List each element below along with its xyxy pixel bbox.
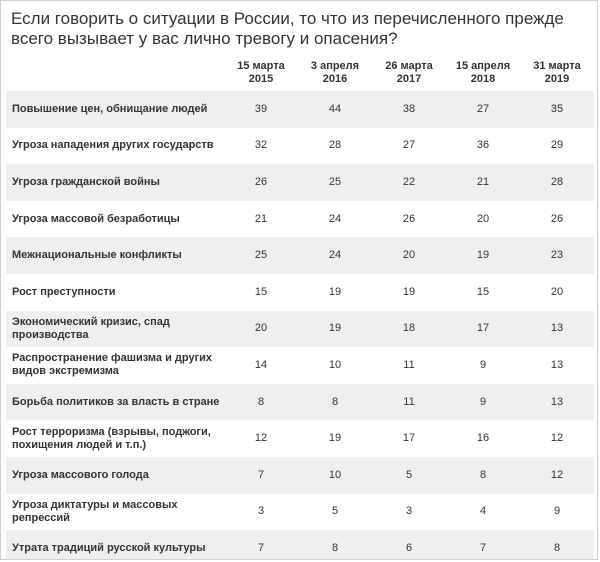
column-header-2015 [224, 55, 298, 91]
row-value: 6 [405, 541, 413, 554]
table-row [6, 91, 594, 128]
row-label: Угроза диктатуры и массовых репрессий [12, 498, 178, 524]
row-value: 19 [328, 285, 342, 298]
row-value: 16 [476, 432, 490, 445]
column-header-2016 [298, 55, 372, 91]
table-row [6, 128, 594, 165]
row-value: 13 [550, 322, 564, 335]
row-label: Рост терроризма (взрывы, поджоги, похищения людей и т.п.) [12, 425, 211, 451]
row-value: 9 [479, 358, 487, 371]
table-body [6, 91, 594, 560]
row-value: 28 [328, 139, 342, 152]
column-year: 2019 [544, 73, 570, 85]
table-row [6, 274, 594, 311]
row-label: Экономический кризис, спад производства [12, 315, 170, 341]
row-label: Рост преступности [12, 285, 116, 298]
row-value: 35 [550, 102, 564, 115]
column-date: 15 апреля [455, 60, 511, 72]
row-value: 26 [550, 212, 564, 225]
row-value: 18 [402, 322, 416, 335]
row-value: 25 [328, 175, 342, 188]
table-row [6, 311, 594, 348]
row-value: 12 [254, 432, 268, 445]
row-value: 27 [402, 139, 416, 152]
row-value: 23 [550, 249, 564, 262]
row-value: 27 [476, 102, 490, 115]
row-value: 21 [476, 175, 490, 188]
row-value: 17 [476, 322, 490, 335]
table-row [6, 384, 594, 421]
row-value: 17 [402, 432, 416, 445]
row-value: 39 [254, 102, 268, 115]
table-row [6, 420, 594, 457]
row-label: Угроза нападения других государств [12, 139, 214, 152]
page-title: Если говорить о ситуации в России, то что из перечисленного прежде всего вызывает у вас лично тревогу и опасения? [11, 9, 564, 48]
row-value: 13 [550, 395, 564, 408]
row-value: 8 [553, 541, 561, 554]
row-label: Угроза массового голода [12, 468, 149, 481]
column-year: 2017 [396, 73, 422, 85]
row-value: 10 [328, 468, 342, 481]
row-value: 12 [550, 468, 564, 481]
row-label: Борьба политиков за власть в стране [12, 395, 220, 408]
row-value: 20 [402, 249, 416, 262]
table-header [6, 55, 594, 91]
row-label: Распространение фашизма и других видов экстремизма [12, 352, 213, 378]
row-value: 32 [254, 139, 268, 152]
table-row [6, 494, 594, 531]
row-value: 14 [254, 358, 268, 371]
row-value: 25 [254, 249, 268, 262]
row-value: 44 [328, 102, 342, 115]
column-date: 31 марта [533, 60, 581, 72]
table-row [6, 530, 594, 560]
row-value: 26 [254, 175, 268, 188]
row-label: Угроза гражданской войны [12, 175, 160, 188]
row-value: 20 [476, 212, 490, 225]
row-value: 22 [402, 175, 416, 188]
row-value: 15 [254, 285, 268, 298]
row-value: 5 [331, 505, 339, 518]
row-value: 12 [550, 432, 564, 445]
row-value: 5 [405, 468, 413, 481]
table-row [6, 347, 594, 384]
row-value: 19 [328, 322, 342, 335]
row-value: 24 [328, 212, 342, 225]
row-value: 10 [328, 358, 342, 371]
column-year: 2016 [322, 73, 348, 85]
row-value: 8 [331, 541, 339, 554]
row-value: 7 [257, 541, 265, 554]
column-year: 2015 [248, 73, 274, 85]
column-date: 3 апреля [310, 60, 360, 72]
row-value: 29 [550, 139, 564, 152]
row-value: 13 [550, 358, 564, 371]
row-value: 11 [403, 358, 415, 371]
row-value: 11 [403, 395, 415, 408]
row-value: 36 [476, 139, 490, 152]
survey-results-table [6, 55, 594, 560]
column-header-2018 [446, 55, 520, 91]
row-value: 28 [550, 175, 564, 188]
row-value: 8 [257, 395, 265, 408]
row-value: 7 [257, 468, 265, 481]
row-value: 19 [476, 249, 490, 262]
row-value: 7 [479, 541, 487, 554]
row-label: Угроза массовой безработицы [12, 212, 180, 225]
header-row [6, 55, 594, 91]
row-value: 26 [402, 212, 416, 225]
row-value: 20 [550, 285, 564, 298]
row-value: 20 [254, 322, 268, 335]
row-value: 9 [479, 395, 487, 408]
row-value: 24 [328, 249, 342, 262]
row-label: Утрата традиций русской культуры [12, 541, 206, 554]
table-row [6, 457, 594, 494]
column-header-2017 [372, 55, 446, 91]
row-label: Повышение цен, обнищание людей [12, 102, 208, 115]
row-value: 8 [479, 468, 487, 481]
column-year: 2018 [470, 73, 496, 85]
row-value: 3 [257, 505, 265, 518]
row-value: 9 [553, 505, 561, 518]
column-header-2019 [520, 55, 594, 91]
column-date: 15 марта [237, 60, 285, 72]
row-value: 21 [254, 212, 268, 225]
row-value: 19 [328, 432, 342, 445]
row-value: 19 [402, 285, 416, 298]
row-value: 3 [405, 505, 413, 518]
header-label-cell [6, 55, 224, 91]
row-value: 8 [331, 395, 339, 408]
row-value: 4 [479, 505, 487, 518]
row-value: 38 [402, 102, 416, 115]
table-row [6, 201, 594, 238]
row-label: Межнациональные конфликты [12, 249, 182, 262]
table-row [6, 237, 594, 274]
row-value: 15 [476, 285, 490, 298]
column-date: 26 марта [385, 60, 433, 72]
table-row [6, 164, 594, 201]
